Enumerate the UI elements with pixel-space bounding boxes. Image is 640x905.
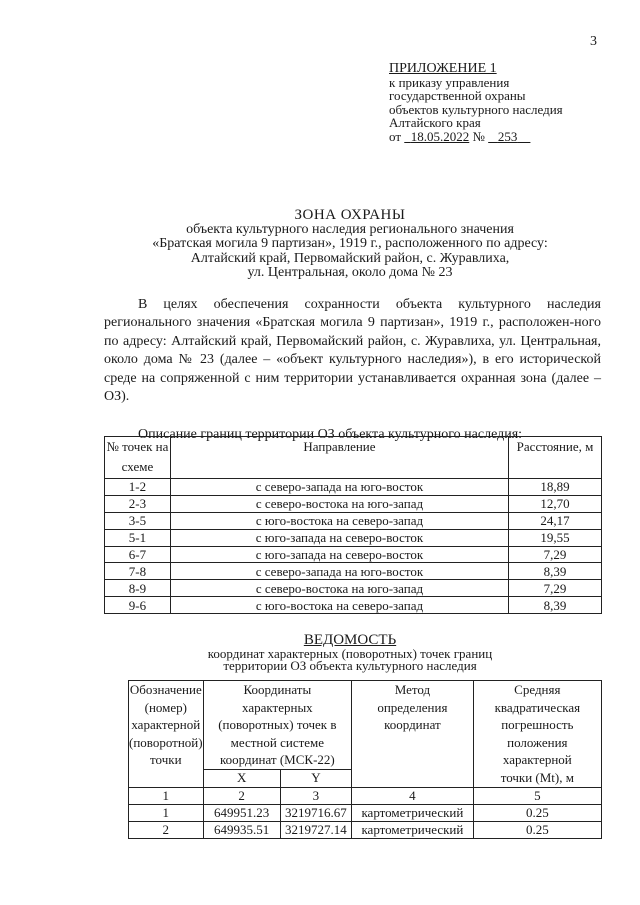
- appendix-line: Алтайского края: [389, 115, 481, 130]
- row-points: 7-8: [105, 563, 171, 580]
- row-method: картометрический: [352, 821, 474, 838]
- intro-paragraph: В целях обеспечения сохранности объекта культурного наследия регионального значения «Братская могила 9 партизан», 1919 г., расположен-ного по адресу: Алтайский край, Первомайский район, с. Журавлиха, ул. Центральная, около дома № 23 (далее – «объект культурного наследия»), в его исторической среде на сопряженной с ним территории устанавливается охранная зона (далее – ОЗ).: [104, 297, 601, 405]
- row-distance: 8,39: [509, 563, 602, 580]
- row-points: 5-1: [105, 529, 171, 546]
- row-distance: 24,17: [509, 512, 602, 529]
- table-row: [105, 546, 602, 563]
- table-row: [105, 529, 602, 546]
- row-distance: 7,29: [509, 546, 602, 563]
- header-direction: Направление: [170, 437, 508, 479]
- table-row: [105, 512, 602, 529]
- title-line: Алтайский край, Первомайский район, с. Журавлиха,: [190, 250, 510, 266]
- page-number: 3: [590, 34, 597, 49]
- title-block: [100, 208, 600, 281]
- table-row: [105, 479, 602, 496]
- order-number-label: №: [472, 128, 485, 144]
- header-x: X: [203, 769, 280, 787]
- title-line: объекта культурного наследия регионального значения: [186, 221, 514, 237]
- row-points: 1-2: [105, 479, 171, 496]
- row-point: 2: [129, 821, 204, 838]
- column-number: 1: [129, 787, 204, 804]
- appendix-block: [389, 62, 563, 143]
- row-direction: с юго-востока на северо-запад: [170, 597, 508, 614]
- column-number: 2: [203, 787, 280, 804]
- order-number: 253: [497, 128, 518, 144]
- boundary-description: Описание границ территории ОЗ объекта культурного наследия:: [138, 427, 523, 442]
- row-direction: с северо-запада на юго-восток: [170, 563, 508, 580]
- column-number: 3: [280, 787, 351, 804]
- table-row: [129, 804, 602, 821]
- order-line: [389, 130, 563, 144]
- row-direction: с юго-запада на северо-восток: [170, 529, 508, 546]
- table-row: [105, 597, 602, 614]
- column-number: 5: [473, 787, 601, 804]
- coordinates-table: [128, 680, 602, 839]
- header-designation: Обозначение (номер) характерной (поворотной) точки: [129, 681, 204, 788]
- row-error: 0.25: [473, 804, 601, 821]
- statement-block: [100, 632, 600, 672]
- appendix-line: объектов культурного наследия: [389, 101, 563, 117]
- row-points: 8-9: [105, 580, 171, 597]
- row-direction: с северо-запада на юго-восток: [170, 479, 508, 496]
- header-method: Метод определения координат: [352, 681, 474, 788]
- header-distance: Расстояние, м: [509, 437, 602, 479]
- statement-line: территории ОЗ объекта культурного наследия: [223, 658, 477, 673]
- table-row: [105, 580, 602, 597]
- header-error: Средняя квадратическая погрешность положения характерной точки (Mt), м: [473, 681, 601, 788]
- boundary-table-header: [105, 437, 602, 479]
- order-prefix: от: [389, 128, 402, 144]
- row-y: 3219727.14: [280, 821, 351, 838]
- column-numbers-row: [129, 787, 602, 804]
- row-direction: с юго-запада на северо-восток: [170, 546, 508, 563]
- row-x: 649951.23: [203, 804, 280, 821]
- row-distance: 8,39: [509, 597, 602, 614]
- row-points: 3-5: [105, 512, 171, 529]
- document-title: ЗОНА ОХРАНЫ: [294, 207, 406, 223]
- header-points: № точек на схеме: [105, 437, 171, 479]
- row-distance: 19,55: [509, 529, 602, 546]
- column-number: 4: [352, 787, 474, 804]
- row-distance: 12,70: [509, 495, 602, 512]
- row-method: картометрический: [352, 804, 474, 821]
- row-direction: с юго-востока на северо-запад: [170, 512, 508, 529]
- appendix-line: к приказу управления: [389, 74, 510, 90]
- row-direction: с северо-востока на юго-запад: [170, 580, 508, 597]
- row-points: 6-7: [105, 546, 171, 563]
- row-direction: с северо-востока на юго-запад: [170, 495, 508, 512]
- table-row: [129, 821, 602, 838]
- appendix-heading: ПРИЛОЖЕНИЕ 1: [389, 61, 497, 76]
- row-x: 649935.51: [203, 821, 280, 838]
- statement-line: координат характерных (поворотных) точек границ: [207, 646, 493, 661]
- appendix-line: государственной охраны: [389, 88, 526, 103]
- table-row: [105, 495, 602, 512]
- row-distance: 7,29: [509, 580, 602, 597]
- row-distance: 18,89: [509, 479, 602, 496]
- row-points: 2-3: [105, 495, 171, 512]
- row-error: 0.25: [473, 821, 601, 838]
- statement-title: ВЕДОМОСТЬ: [303, 632, 397, 648]
- order-date: 18.05.2022: [410, 128, 470, 144]
- title-line: ул. Центральная, около дома № 23: [247, 265, 453, 280]
- boundary-table: [104, 436, 602, 614]
- row-point: 1: [129, 804, 204, 821]
- row-y: 3219716.67: [280, 804, 351, 821]
- header-coordinates: Координаты характерных (поворотных) точек в местной системе координат (МСК-22): [203, 681, 352, 770]
- title-line: «Братская могила 9 партизан», 1919 г., расположенного по адресу:: [152, 236, 548, 251]
- row-points: 9-6: [105, 597, 171, 614]
- table-row: [105, 563, 602, 580]
- header-y: Y: [280, 769, 351, 787]
